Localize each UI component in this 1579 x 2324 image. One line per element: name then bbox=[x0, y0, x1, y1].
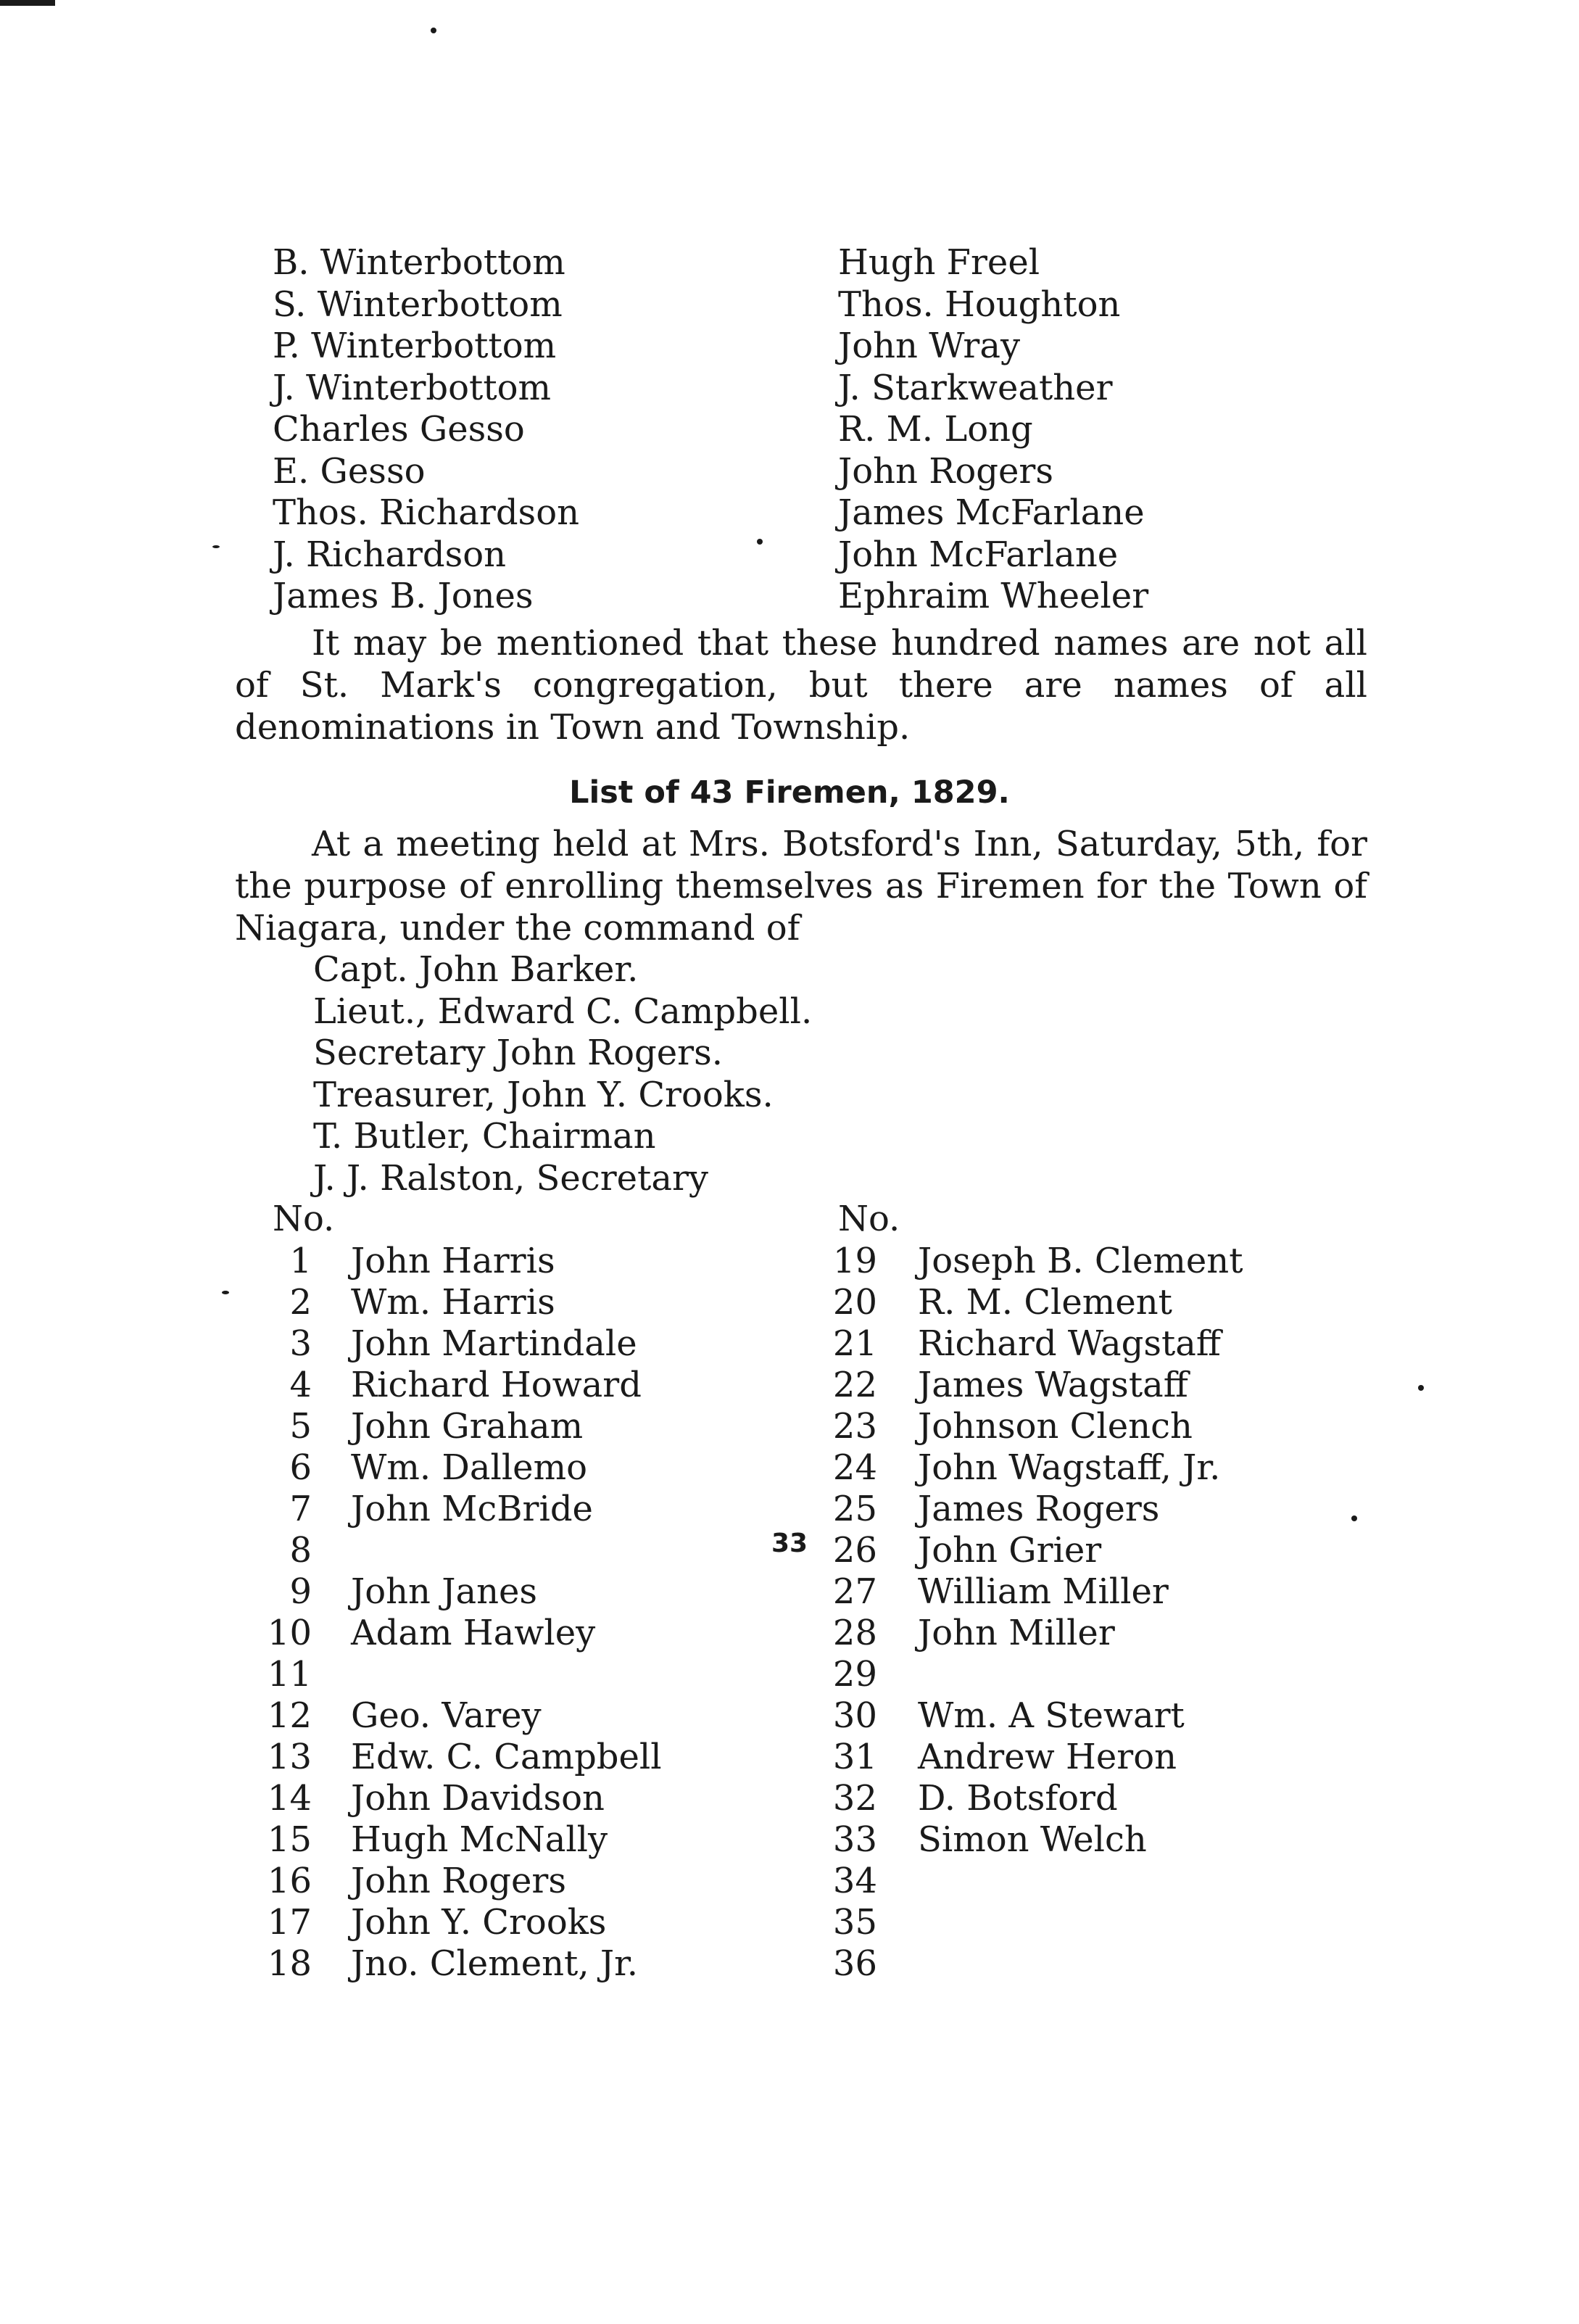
fireman-name: John Y. Crooks bbox=[351, 1902, 607, 1943]
meeting-paragraph: At a meeting held at Mrs. Botsford's Inn, Saturday, 5th, for the purpose of enrolling themselves as Firemen for the Town of Niagara, under the command of bbox=[235, 824, 1367, 948]
name-right: John Rogers bbox=[838, 450, 1053, 492]
name-left: P. Winterbottom bbox=[273, 326, 557, 366]
name-right: John Wray bbox=[838, 326, 1021, 366]
fireman-number: 32 bbox=[832, 1778, 877, 1819]
fireman-name: John Rogers bbox=[351, 1861, 566, 1901]
name-left: E. Gesso bbox=[273, 450, 426, 492]
officer-line: Lieut., Edward C. Campbell. bbox=[313, 991, 813, 1032]
fireman-name: Andrew Heron bbox=[918, 1737, 1177, 1777]
fireman-name: Wm. Dallemo bbox=[351, 1447, 587, 1488]
name-left: B. Winterbottom bbox=[273, 242, 565, 283]
officer-line: J. J. Ralston, Secretary bbox=[313, 1157, 709, 1199]
fireman-name: John Graham bbox=[351, 1406, 584, 1447]
fireman-number: 13 bbox=[267, 1737, 312, 1777]
fireman-name: John Harris bbox=[351, 1241, 555, 1281]
fireman-name: Jno. Clement, Jr. bbox=[351, 1943, 639, 1984]
ink-speck bbox=[1418, 1385, 1424, 1391]
fireman-number: 14 bbox=[267, 1778, 312, 1819]
fireman-number: 3 bbox=[289, 1323, 312, 1364]
fireman-number: 20 bbox=[832, 1282, 877, 1323]
name-left: James B. Jones bbox=[273, 576, 534, 616]
name-list-row bbox=[0, 326, 1579, 368]
fireman-number: 18 bbox=[267, 1943, 312, 1984]
fireman-number: 5 bbox=[289, 1406, 312, 1447]
fireman-number: 4 bbox=[289, 1365, 312, 1405]
fireman-number: 10 bbox=[267, 1613, 312, 1653]
fireman-name: John Miller bbox=[918, 1613, 1115, 1653]
fireman-name: Wm. Harris bbox=[351, 1282, 555, 1323]
fireman-number: 17 bbox=[267, 1902, 312, 1943]
fireman-number: 7 bbox=[289, 1489, 312, 1529]
fireman-number: 8 bbox=[289, 1530, 312, 1571]
fireman-number: 15 bbox=[267, 1819, 312, 1860]
name-left: Charles Gesso bbox=[273, 409, 525, 450]
fireman-name: Hugh McNally bbox=[351, 1819, 608, 1860]
fireman-number: 31 bbox=[832, 1737, 877, 1777]
fireman-number: 35 bbox=[832, 1902, 877, 1943]
name-list-row bbox=[0, 492, 1579, 534]
corner-dash-mark bbox=[0, 0, 55, 6]
fireman-name: James Wagstaff bbox=[918, 1365, 1188, 1405]
fireman-number: 36 bbox=[832, 1943, 877, 1984]
fireman-number: 22 bbox=[832, 1365, 877, 1405]
section-heading: List of 43 Firemen, 1829. bbox=[569, 774, 1010, 811]
fireman-name: John Janes bbox=[351, 1571, 538, 1612]
fireman-name: R. M. Clement bbox=[918, 1282, 1172, 1323]
fireman-name: Adam Hawley bbox=[351, 1613, 596, 1653]
note-paragraph: It may be mentioned that these hundred names are not all of St. Mark's congregation, but there are names of all denominations in Town and Township. bbox=[235, 623, 1367, 748]
fireman-name: Edw. C. Campbell bbox=[351, 1737, 662, 1777]
name-list-row bbox=[0, 576, 1579, 618]
fireman-number: 23 bbox=[832, 1406, 877, 1447]
fireman-name: William Miller bbox=[918, 1571, 1169, 1612]
fireman-number: 29 bbox=[832, 1654, 877, 1695]
roll-number-header-right: No. bbox=[838, 1199, 900, 1239]
name-right: Hugh Freel bbox=[838, 242, 1040, 283]
fireman-number: 28 bbox=[832, 1613, 877, 1653]
name-list-row bbox=[0, 534, 1579, 576]
fireman-name: John Martindale bbox=[351, 1323, 637, 1364]
fireman-name: John McBride bbox=[351, 1489, 593, 1529]
officer-line: Treasurer, John Y. Crooks. bbox=[313, 1074, 774, 1115]
ink-speck bbox=[431, 28, 436, 33]
roll-number-header-left: No. bbox=[273, 1199, 335, 1239]
fireman-number: 27 bbox=[832, 1571, 877, 1612]
name-left: Thos. Richardson bbox=[273, 492, 579, 533]
fireman-name: Simon Welch bbox=[918, 1819, 1147, 1860]
officer-line: T. Butler, Chairman bbox=[313, 1116, 656, 1157]
name-right: R. M. Long bbox=[838, 409, 1033, 450]
name-left: J. Richardson bbox=[273, 534, 507, 575]
fireman-name: Johnson Clench bbox=[918, 1406, 1193, 1447]
fireman-number: 9 bbox=[289, 1571, 312, 1612]
name-list-row bbox=[0, 284, 1579, 326]
name-left: S. Winterbottom bbox=[273, 284, 563, 325]
name-left: J. Winterbottom bbox=[273, 367, 552, 408]
fireman-name: Wm. A Stewart bbox=[918, 1695, 1185, 1736]
fireman-number: 11 bbox=[267, 1654, 312, 1695]
fireman-name: D. Botsford bbox=[918, 1778, 1118, 1819]
fireman-number: 19 bbox=[832, 1241, 877, 1281]
fireman-number: 1 bbox=[289, 1241, 312, 1281]
fireman-number: 21 bbox=[832, 1323, 877, 1364]
fireman-name: John Grier bbox=[918, 1530, 1102, 1571]
ink-speck bbox=[222, 1291, 229, 1294]
name-list-row bbox=[0, 242, 1579, 284]
fireman-name: Joseph B. Clement bbox=[918, 1241, 1243, 1281]
name-list-row bbox=[0, 409, 1579, 451]
fireman-number: 24 bbox=[832, 1447, 877, 1488]
fireman-number: 12 bbox=[267, 1695, 312, 1736]
fireman-number: 25 bbox=[832, 1489, 877, 1529]
ink-speck bbox=[1351, 1515, 1357, 1521]
fireman-number: 16 bbox=[267, 1861, 312, 1901]
fireman-name: Geo. Varey bbox=[351, 1695, 542, 1736]
page-number: 33 bbox=[771, 1529, 808, 1558]
officer-line: Secretary John Rogers. bbox=[313, 1033, 723, 1073]
fireman-number: 30 bbox=[832, 1695, 877, 1736]
name-right: James McFarlane bbox=[838, 492, 1145, 533]
officer-list bbox=[313, 949, 812, 1199]
name-right: Thos. Houghton bbox=[838, 284, 1121, 325]
fireman-name: John Davidson bbox=[351, 1778, 605, 1819]
fireman-number: 34 bbox=[832, 1861, 877, 1901]
officer-line: Capt. John Barker. bbox=[313, 949, 639, 990]
name-right: J. Starkweather bbox=[838, 367, 1113, 408]
fireman-name: John Wagstaff, Jr. bbox=[918, 1447, 1221, 1488]
name-right: Ephraim Wheeler bbox=[838, 576, 1149, 616]
fireman-name: Richard Howard bbox=[351, 1365, 642, 1405]
name-list-row bbox=[0, 451, 1579, 493]
fireman-number: 2 bbox=[289, 1282, 312, 1323]
fireman-number: 6 bbox=[289, 1447, 312, 1488]
name-list-row bbox=[0, 368, 1579, 410]
fireman-name: Richard Wagstaff bbox=[918, 1323, 1221, 1364]
name-list bbox=[0, 242, 1579, 618]
fireman-number: 26 bbox=[832, 1530, 877, 1571]
fireman-name: James Rogers bbox=[918, 1489, 1160, 1529]
fireman-number: 33 bbox=[832, 1819, 877, 1860]
name-right: John McFarlane bbox=[838, 534, 1119, 575]
